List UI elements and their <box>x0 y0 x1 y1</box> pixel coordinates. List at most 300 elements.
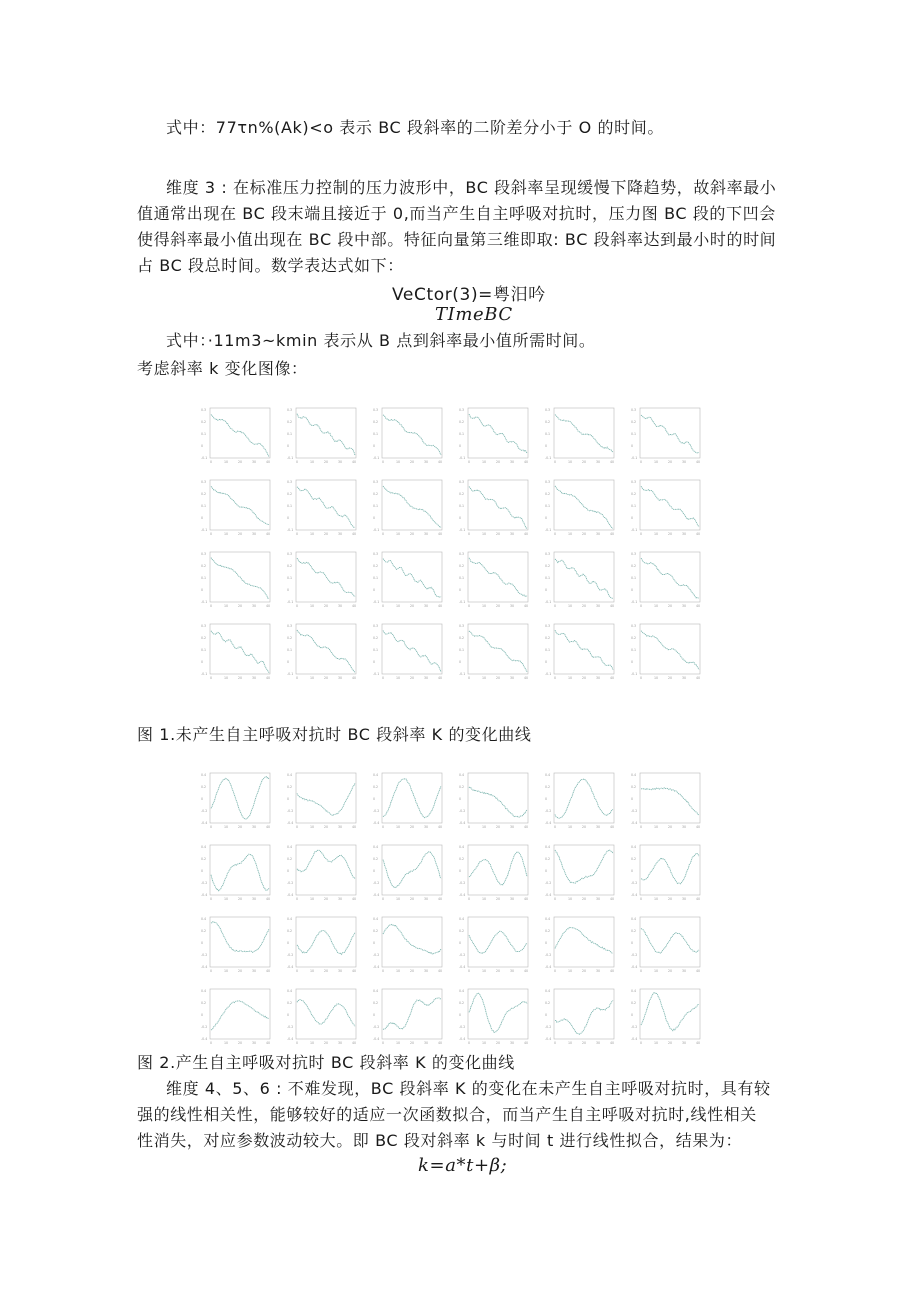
slope-curve <box>555 559 613 599</box>
slope-curve <box>297 558 355 597</box>
y-tick-label: 0.4 <box>287 989 293 993</box>
y-tick-label: 0.3 <box>373 408 379 412</box>
x-tick-label: 0 <box>382 825 385 829</box>
y-tick-label: 0.1 <box>631 576 637 580</box>
y-tick-label: 0.4 <box>287 845 293 849</box>
plot-frame <box>640 408 700 458</box>
plot-frame <box>296 624 356 674</box>
x-tick-label: 10 <box>482 969 487 973</box>
slope-curve <box>555 415 613 452</box>
y-tick-label: 0.2 <box>631 420 637 424</box>
x-tick-label: 10 <box>568 897 573 901</box>
x-tick-label: 20 <box>496 1041 501 1045</box>
x-tick-label: 20 <box>496 460 501 464</box>
y-tick-label: 0.2 <box>459 929 465 933</box>
plot-panel <box>372 843 444 903</box>
y-tick-label: 0.2 <box>459 785 465 789</box>
x-tick-label: 10 <box>396 460 401 464</box>
slope-curve <box>469 931 527 953</box>
y-tick-label: -0.1 <box>287 456 294 460</box>
x-tick-label: 40 <box>352 460 357 464</box>
x-tick-label: 10 <box>568 1041 573 1045</box>
y-tick-label: 0.2 <box>631 857 637 861</box>
slope-curve <box>641 929 699 954</box>
x-tick-label: 30 <box>252 897 257 901</box>
slope-curve <box>383 998 441 1030</box>
y-tick-label: -0.1 <box>373 528 380 532</box>
y-tick-label: 0.4 <box>631 989 637 993</box>
y-tick-label: 0 <box>201 797 204 801</box>
y-tick-label: -0.4 <box>373 965 380 969</box>
x-tick-label: 40 <box>610 1041 615 1045</box>
y-tick-label: 0.1 <box>287 432 293 436</box>
y-tick-label: -0.4 <box>287 893 294 897</box>
slope-curve <box>555 779 613 818</box>
x-tick-label: 30 <box>682 460 687 464</box>
y-tick-label: 0.2 <box>459 564 465 568</box>
y-tick-label: -0.2 <box>459 1025 466 1029</box>
plot-frame <box>554 845 614 895</box>
x-tick-label: 0 <box>640 532 643 536</box>
plot-frame <box>640 773 700 823</box>
x-tick-label: 40 <box>266 897 271 901</box>
y-tick-label: 0.1 <box>287 576 293 580</box>
x-tick-label: 20 <box>582 604 587 608</box>
x-tick-label: 40 <box>266 825 271 829</box>
y-tick-label: -0.2 <box>545 953 552 957</box>
y-tick-label: -0.1 <box>373 456 380 460</box>
y-tick-label: 0.3 <box>201 480 207 484</box>
x-tick-label: 0 <box>640 1041 643 1045</box>
plot-frame <box>296 917 356 967</box>
y-tick-label: 0.3 <box>545 552 551 556</box>
y-tick-label: 0 <box>373 516 376 520</box>
y-tick-label: 0.3 <box>201 408 207 412</box>
y-tick-label: 0.4 <box>287 917 293 921</box>
y-tick-label: 0 <box>631 941 634 945</box>
x-tick-label: 0 <box>382 897 385 901</box>
dimension-3-line-1: 维度 3 : 在标准压力控制的压力波形中，BC 段斜率呈现缓慢下降趋势，故斜率最小 <box>166 178 777 197</box>
slope-curve <box>555 927 613 953</box>
x-tick-label: 0 <box>382 604 385 608</box>
slope-curve <box>641 415 699 453</box>
plot-panel <box>630 550 702 610</box>
x-tick-label: 30 <box>252 676 257 680</box>
y-tick-label: -0.2 <box>545 809 552 813</box>
plot-frame <box>468 845 528 895</box>
x-tick-label: 10 <box>482 1041 487 1045</box>
plot-panel <box>458 406 530 466</box>
y-tick-label: -0.2 <box>373 953 380 957</box>
x-tick-label: 10 <box>568 532 573 536</box>
y-tick-label: 0.3 <box>631 480 637 484</box>
y-tick-label: -0.4 <box>201 893 208 897</box>
x-tick-label: 20 <box>582 1041 587 1045</box>
y-tick-label: 0.2 <box>201 1001 207 1005</box>
slope-curve <box>211 486 269 524</box>
y-tick-label: -0.4 <box>287 821 294 825</box>
x-tick-label: 0 <box>640 897 643 901</box>
plot-panel <box>372 406 444 466</box>
plot-panel <box>372 771 444 831</box>
x-tick-label: 0 <box>640 825 643 829</box>
y-tick-label: 0.3 <box>545 408 551 412</box>
x-tick-label: 10 <box>568 969 573 973</box>
y-tick-label: 0.2 <box>201 564 207 568</box>
plot-panel <box>544 915 616 975</box>
plot-frame <box>296 845 356 895</box>
y-tick-label: -0.1 <box>631 456 638 460</box>
y-tick-label: 0.4 <box>545 845 551 849</box>
y-tick-label: 0.4 <box>201 917 207 921</box>
x-tick-label: 20 <box>668 604 673 608</box>
x-tick-label: 40 <box>696 969 701 973</box>
y-tick-label: 0 <box>201 516 204 520</box>
x-tick-label: 10 <box>224 676 229 680</box>
plot-frame <box>640 917 700 967</box>
x-tick-label: 40 <box>266 676 271 680</box>
y-tick-label: 0.1 <box>373 432 379 436</box>
y-tick-label: -0.1 <box>459 528 466 532</box>
y-tick-label: 0 <box>287 516 290 520</box>
slope-curve <box>297 850 355 878</box>
y-tick-label: 0.2 <box>287 492 293 496</box>
slope-curve <box>641 631 699 670</box>
plot-panel <box>286 622 358 682</box>
x-tick-label: 10 <box>310 825 315 829</box>
slope-curve <box>383 924 441 954</box>
x-tick-label: 0 <box>468 897 471 901</box>
x-tick-label: 30 <box>338 897 343 901</box>
x-tick-label: 40 <box>352 676 357 680</box>
slope-curve <box>383 415 441 455</box>
y-tick-label: 0.2 <box>459 492 465 496</box>
x-tick-label: 0 <box>382 969 385 973</box>
x-tick-label: 30 <box>338 1041 343 1045</box>
x-tick-label: 40 <box>352 825 357 829</box>
y-tick-label: 0.1 <box>201 432 207 436</box>
slope-curve <box>383 631 441 673</box>
x-tick-label: 30 <box>682 604 687 608</box>
y-tick-label: 0.2 <box>373 929 379 933</box>
y-tick-label: 0 <box>201 869 204 873</box>
paragraph-1: 式中：77τn%(Ak)<o 表示 BC 段斜率的二阶差分小于 O 的时间。 <box>166 118 664 137</box>
plot-panel <box>630 622 702 682</box>
plot-frame <box>210 773 270 823</box>
x-tick-label: 10 <box>654 897 659 901</box>
y-tick-label: 0.4 <box>201 989 207 993</box>
y-tick-label: 0 <box>545 444 548 448</box>
y-tick-label: -0.4 <box>631 821 638 825</box>
x-tick-label: 40 <box>610 604 615 608</box>
slope-curve <box>555 850 613 883</box>
x-tick-label: 0 <box>640 676 643 680</box>
plot-frame <box>468 773 528 823</box>
x-tick-label: 40 <box>438 969 443 973</box>
y-tick-label: 0.4 <box>545 773 551 777</box>
y-tick-label: 0 <box>545 1013 548 1017</box>
formula-1-numerator: VeCtor(3)=粤汨吟 <box>392 285 546 305</box>
x-tick-label: 0 <box>468 676 471 680</box>
x-tick-label: 10 <box>224 604 229 608</box>
y-tick-label: 0 <box>459 1013 462 1017</box>
y-tick-label: 0 <box>287 588 290 592</box>
plot-frame <box>210 624 270 674</box>
x-tick-label: 30 <box>424 604 429 608</box>
y-tick-label: 0 <box>373 869 376 873</box>
y-tick-label: -0.4 <box>545 1037 552 1041</box>
x-tick-label: 30 <box>252 532 257 536</box>
x-tick-label: 30 <box>424 1041 429 1045</box>
x-tick-label: 0 <box>554 897 557 901</box>
x-tick-label: 40 <box>696 676 701 680</box>
plot-frame <box>554 408 614 458</box>
y-tick-label: -0.2 <box>201 809 208 813</box>
slope-curve <box>641 992 699 1030</box>
dimension-3-line-2: 值通常出现在 BC 段末端且接近于 0,而当产生自主呼吸对抗时，压力图 BC 段的下凹会 <box>137 204 776 223</box>
x-tick-label: 30 <box>424 897 429 901</box>
plot-frame <box>554 480 614 530</box>
plot-panel <box>286 915 358 975</box>
x-tick-label: 0 <box>210 460 213 464</box>
x-tick-label: 30 <box>338 825 343 829</box>
x-tick-label: 20 <box>668 825 673 829</box>
y-tick-label: 0.4 <box>631 773 637 777</box>
x-tick-label: 20 <box>668 676 673 680</box>
x-tick-label: 0 <box>468 604 471 608</box>
y-tick-label: -0.2 <box>287 1025 294 1029</box>
y-tick-label: 0 <box>459 869 462 873</box>
y-tick-label: 0.4 <box>545 917 551 921</box>
y-tick-label: -0.4 <box>287 1037 294 1041</box>
x-tick-label: 10 <box>654 604 659 608</box>
y-tick-label: 0.2 <box>631 1001 637 1005</box>
x-tick-label: 0 <box>296 1041 299 1045</box>
x-tick-label: 30 <box>252 460 257 464</box>
slope-curve <box>469 414 527 453</box>
slope-curve <box>211 922 269 953</box>
x-tick-label: 10 <box>224 460 229 464</box>
x-tick-label: 20 <box>238 1041 243 1045</box>
y-tick-label: 0 <box>287 797 290 801</box>
y-tick-label: 0 <box>545 941 548 945</box>
y-tick-label: 0.2 <box>373 492 379 496</box>
x-tick-label: 40 <box>524 969 529 973</box>
x-tick-label: 10 <box>396 969 401 973</box>
y-tick-label: 0.1 <box>459 432 465 436</box>
x-tick-label: 10 <box>396 825 401 829</box>
x-tick-label: 30 <box>510 1041 515 1045</box>
y-tick-label: 0.2 <box>201 492 207 496</box>
y-tick-label: -0.4 <box>287 965 294 969</box>
y-tick-label: -0.1 <box>545 600 552 604</box>
x-tick-label: 40 <box>438 532 443 536</box>
x-tick-label: 40 <box>524 897 529 901</box>
x-tick-label: 20 <box>324 532 329 536</box>
y-tick-label: -0.2 <box>459 809 466 813</box>
y-tick-label: 0.3 <box>287 552 293 556</box>
x-tick-label: 30 <box>596 532 601 536</box>
x-tick-label: 40 <box>610 825 615 829</box>
y-tick-label: 0.2 <box>373 636 379 640</box>
y-tick-label: 0.1 <box>459 576 465 580</box>
slope-curve <box>555 1000 613 1034</box>
y-tick-label: 0.1 <box>373 648 379 652</box>
x-tick-label: 30 <box>338 604 343 608</box>
y-tick-label: 0.2 <box>287 857 293 861</box>
x-tick-label: 10 <box>396 604 401 608</box>
y-tick-label: -0.4 <box>459 893 466 897</box>
x-tick-label: 0 <box>554 969 557 973</box>
x-tick-label: 40 <box>610 532 615 536</box>
x-tick-label: 30 <box>338 676 343 680</box>
slope-curve <box>641 788 699 815</box>
x-tick-label: 0 <box>296 969 299 973</box>
x-tick-label: 40 <box>696 1041 701 1045</box>
x-tick-label: 40 <box>352 969 357 973</box>
plot-frame <box>640 480 700 530</box>
y-tick-label: 0.1 <box>631 648 637 652</box>
x-tick-label: 0 <box>554 676 557 680</box>
plot-panel <box>286 478 358 538</box>
plot-frame <box>468 989 528 1039</box>
x-tick-label: 40 <box>438 1041 443 1045</box>
x-tick-label: 40 <box>610 460 615 464</box>
y-tick-label: 0.1 <box>545 504 551 508</box>
y-tick-label: -0.2 <box>459 953 466 957</box>
y-tick-label: 0.2 <box>287 420 293 424</box>
x-tick-label: 0 <box>468 1041 471 1045</box>
y-tick-label: 0.2 <box>545 636 551 640</box>
plot-frame <box>296 480 356 530</box>
y-tick-label: 0.4 <box>373 773 379 777</box>
x-tick-label: 20 <box>668 897 673 901</box>
plot-panel <box>630 771 702 831</box>
x-tick-label: 10 <box>482 676 487 680</box>
x-tick-label: 40 <box>524 604 529 608</box>
y-tick-label: 0 <box>545 869 548 873</box>
y-tick-label: 0.3 <box>459 408 465 412</box>
y-tick-label: 0 <box>545 797 548 801</box>
x-tick-label: 40 <box>352 1041 357 1045</box>
x-tick-label: 0 <box>468 460 471 464</box>
y-tick-label: 0.3 <box>631 624 637 628</box>
x-tick-label: 40 <box>266 532 271 536</box>
x-tick-label: 0 <box>296 676 299 680</box>
plot-panel <box>286 987 358 1047</box>
formula-2: k=a*t+β; <box>418 1155 508 1176</box>
x-tick-label: 40 <box>266 460 271 464</box>
x-tick-label: 30 <box>682 1041 687 1045</box>
x-tick-label: 30 <box>682 897 687 901</box>
x-tick-label: 40 <box>266 604 271 608</box>
slope-curve <box>469 558 527 597</box>
x-tick-label: 40 <box>696 604 701 608</box>
x-tick-label: 20 <box>324 897 329 901</box>
y-tick-label: 0.1 <box>287 648 293 652</box>
y-tick-label: 0.3 <box>373 624 379 628</box>
x-tick-label: 30 <box>596 897 601 901</box>
figure-2-caption: 图 2.产生自主呼吸对抗时 BC 段斜率 K 的变化曲线 <box>137 1053 515 1072</box>
y-tick-label: 0.2 <box>545 564 551 568</box>
x-tick-label: 10 <box>310 676 315 680</box>
y-tick-label: 0.2 <box>201 785 207 789</box>
x-tick-label: 10 <box>310 1041 315 1045</box>
x-tick-label: 30 <box>338 969 343 973</box>
x-tick-label: 20 <box>238 532 243 536</box>
x-tick-label: 10 <box>310 460 315 464</box>
y-tick-label: 0.1 <box>201 648 207 652</box>
y-tick-label: -0.2 <box>631 881 638 885</box>
paragraph-3: 式中：·11m3~kmin 表示从 B 点到斜率最小值所需时间。 <box>166 331 596 350</box>
x-tick-label: 10 <box>482 604 487 608</box>
x-tick-label: 20 <box>410 1041 415 1045</box>
y-tick-label: -0.1 <box>201 528 208 532</box>
y-tick-label: -0.1 <box>459 600 466 604</box>
y-tick-label: 0.1 <box>631 504 637 508</box>
slope-curve <box>297 783 355 815</box>
x-tick-label: 10 <box>396 676 401 680</box>
plot-panel <box>200 406 272 466</box>
y-tick-label: -0.4 <box>201 821 208 825</box>
x-tick-label: 40 <box>352 532 357 536</box>
x-tick-label: 20 <box>410 897 415 901</box>
slope-curve <box>555 630 613 670</box>
x-tick-label: 30 <box>252 969 257 973</box>
x-tick-label: 20 <box>238 825 243 829</box>
y-tick-label: -0.2 <box>287 953 294 957</box>
plot-frame <box>382 480 442 530</box>
x-tick-label: 10 <box>396 1041 401 1045</box>
y-tick-label: -0.2 <box>373 881 380 885</box>
plot-panel <box>200 622 272 682</box>
x-tick-label: 0 <box>210 1041 213 1045</box>
x-tick-label: 20 <box>582 532 587 536</box>
y-tick-label: 0.1 <box>545 648 551 652</box>
x-tick-label: 30 <box>596 969 601 973</box>
x-tick-label: 20 <box>324 604 329 608</box>
x-tick-label: 40 <box>438 897 443 901</box>
y-tick-label: -0.4 <box>201 965 208 969</box>
x-tick-label: 0 <box>554 1041 557 1045</box>
x-tick-label: 20 <box>324 1041 329 1045</box>
y-tick-label: -0.4 <box>201 1037 208 1041</box>
slope-curve <box>383 486 441 527</box>
y-tick-label: 0 <box>631 444 634 448</box>
x-tick-label: 40 <box>524 825 529 829</box>
y-tick-label: -0.2 <box>201 953 208 957</box>
x-tick-label: 30 <box>510 460 515 464</box>
plot-panel <box>630 843 702 903</box>
x-tick-label: 10 <box>654 969 659 973</box>
plot-panel <box>372 478 444 538</box>
x-tick-label: 0 <box>296 604 299 608</box>
x-tick-label: 20 <box>668 969 673 973</box>
formula-1-denominator: TImeBC <box>435 304 513 325</box>
plot-frame <box>554 917 614 967</box>
slope-curve <box>297 630 355 673</box>
plot-panel <box>544 771 616 831</box>
slope-curve <box>469 787 527 817</box>
x-tick-label: 30 <box>424 460 429 464</box>
x-tick-label: 0 <box>382 532 385 536</box>
plot-panel <box>200 843 272 903</box>
y-tick-label: 0 <box>373 444 376 448</box>
plot-panel <box>544 622 616 682</box>
plot-frame <box>468 917 528 967</box>
y-tick-label: 0.1 <box>201 504 207 508</box>
x-tick-label: 30 <box>510 604 515 608</box>
